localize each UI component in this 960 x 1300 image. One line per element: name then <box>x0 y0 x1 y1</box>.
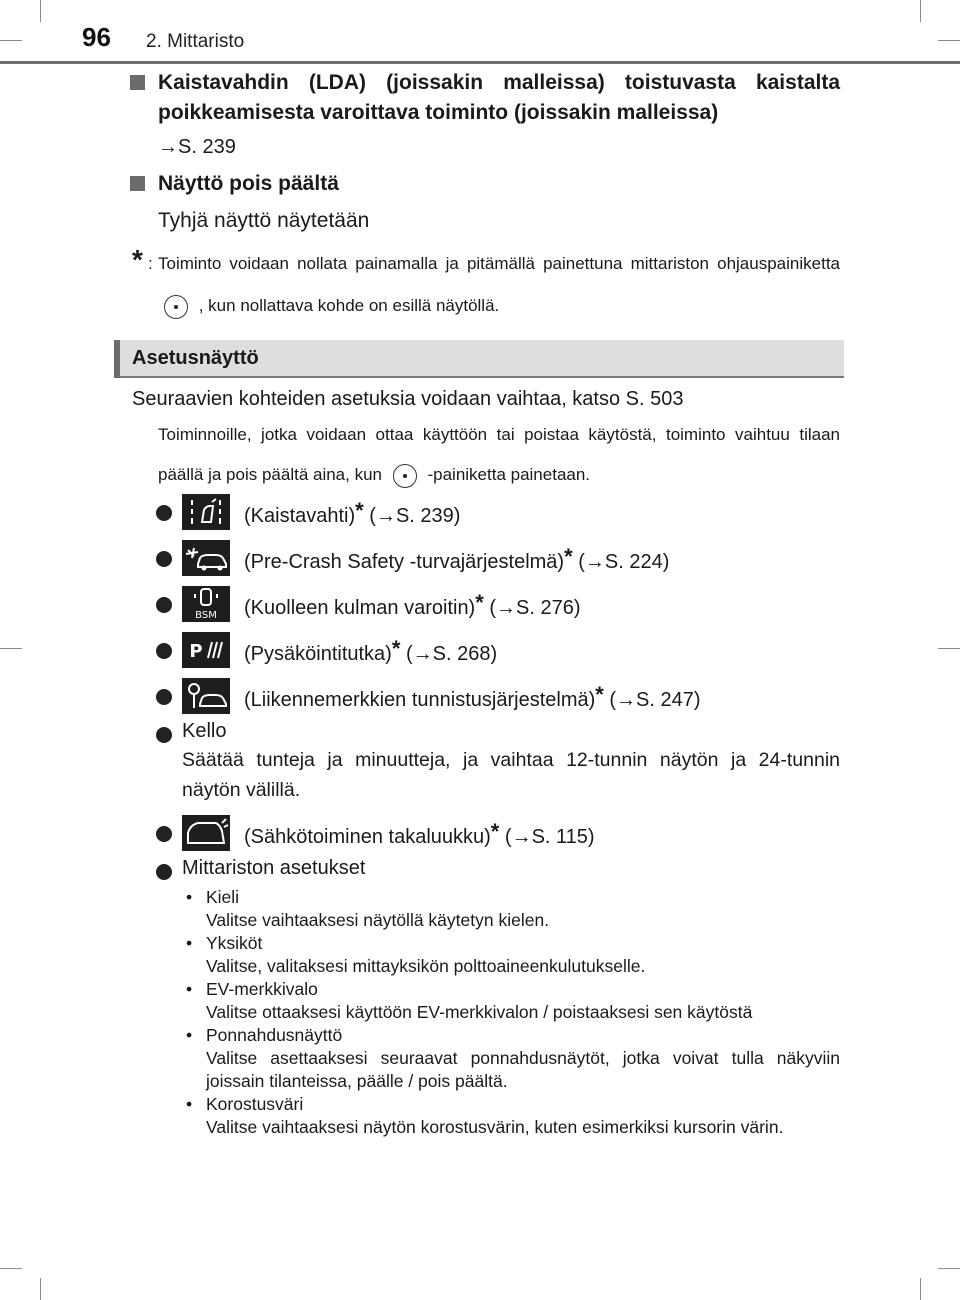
sub-item-desc: Valitse asettaaksesi seuraavat ponnahdusnäytöt, jotka voivat tulla näkyviin joissain tilanteissa, päälle / pois päältä. <box>206 1048 840 1091</box>
item-ref: (→S. 115) <box>504 826 595 848</box>
asterisk: * <box>490 819 500 844</box>
bsm-icon <box>182 586 230 622</box>
meter-control-button-icon <box>393 464 417 488</box>
meter-settings-sublist <box>182 886 840 1139</box>
list-item <box>156 811 840 857</box>
asterisk: * <box>475 590 484 615</box>
power-tailgate-icon <box>182 815 230 851</box>
clock-description: Säätää tunteja ja minuutteja, ja vaihtaa 12-tunnin näytön ja 24-tunnin näytön välillä. <box>182 749 840 801</box>
header-rule <box>0 61 960 64</box>
sub-bullet: • <box>186 979 193 999</box>
section-marker <box>114 340 120 378</box>
display-off-text: Tyhjä näyttö näytetään <box>158 209 370 232</box>
bullet-icon <box>156 826 172 842</box>
sub-bullet: • <box>186 1094 193 1114</box>
crop-mark <box>40 1278 41 1300</box>
sub-bullet: • <box>186 887 193 907</box>
intro-note <box>132 415 840 495</box>
chapter-title: 2. Mittaristo <box>146 31 245 52</box>
asterisk: * <box>355 498 364 523</box>
list-item-clock <box>156 720 840 805</box>
meter-settings-title: Mittariston asetukset <box>182 857 366 879</box>
sub-item <box>182 1024 840 1093</box>
sub-item-title: EV-merkkivalo <box>206 979 318 999</box>
sub-item <box>182 978 840 1024</box>
item-ref: (→S. 276) <box>489 597 581 619</box>
crop-mark <box>0 648 22 649</box>
bullet-icon <box>156 727 172 743</box>
bullet-icon <box>156 689 172 705</box>
item-label: (Liikennemerkkien tunnistusjärjestelmä) <box>244 689 596 711</box>
sub-item <box>182 886 840 932</box>
item-label: (Pre-Crash Safety -turvajärjestelmä) <box>244 551 565 573</box>
asterisk: * <box>595 682 604 707</box>
sub-item-desc: Valitse vaihtaaksesi näytöllä käytetyn kielen. <box>206 910 550 930</box>
sub-item-desc: Valitse ottaaksesi käyttöön EV-merkkivalon / poistaaksesi sen käytöstä <box>206 1002 753 1022</box>
bullet-icon <box>156 505 172 521</box>
bullet-icon <box>156 597 172 613</box>
intro-text: Seuraavien kohteiden asetuksia voidaan vaihtaa, katso S. 503 <box>132 388 684 410</box>
footnote-text-1: Toiminto voidaan nollata painamalla ja pitämällä painettuna mittariston ohjauspainiketta <box>158 254 840 273</box>
top-content <box>128 68 840 327</box>
list-item <box>156 628 840 674</box>
sub-item-desc: Valitse vaihtaaksesi näytön korostusvärin, kuten esimerkiksi kursorin värin. <box>206 1117 784 1137</box>
intro-note-text-1: Toiminnoille, jotka voidaan ottaa käyttöön tai poistaa käytöstä, toiminto vaihtuu tilaan päällä ja pois päältä aina, kun <box>158 425 840 484</box>
asterisk: * <box>564 544 573 569</box>
sub-item-title: Yksiköt <box>206 933 263 953</box>
item-label: (Kuolleen kulman varoitin) <box>244 597 476 619</box>
footnote-text-2: , kun nollattava kohde on esillä näytöllä. <box>198 296 500 315</box>
item-ref: (→S. 224) <box>578 551 670 573</box>
crop-mark <box>938 648 960 649</box>
crop-mark <box>0 1268 22 1269</box>
bsm-icon-text: BSM <box>195 610 217 621</box>
section-header <box>114 340 844 378</box>
bullet-icon <box>156 643 172 659</box>
lane-assist-icon <box>182 494 230 530</box>
intro-note-text-2: -painiketta painetaan. <box>427 465 591 484</box>
crop-mark <box>920 1278 921 1300</box>
list-item-meter-settings <box>156 857 840 880</box>
page-number: 96 <box>82 22 111 52</box>
page-header <box>0 0 960 64</box>
square-bullet-icon <box>130 75 145 90</box>
item-label: (Pysäköintitutka) <box>244 643 392 665</box>
settings-list <box>156 490 840 1139</box>
bullet-icon <box>156 551 172 567</box>
list-item <box>156 582 840 628</box>
item-label: (Kaistavahti) <box>244 505 356 527</box>
heading-lda-ref: →S. 239 <box>158 136 236 158</box>
item-ref: (→S. 268) <box>405 643 498 665</box>
list-item <box>156 674 840 720</box>
parking-sensor-icon <box>182 632 230 668</box>
square-bullet-icon <box>130 176 145 191</box>
list-item <box>156 490 840 536</box>
heading-lda <box>128 68 840 128</box>
sub-item-title: Korostusväri <box>206 1094 304 1114</box>
item-label: (Sähkötoiminen takaluukku) <box>244 826 491 848</box>
heading-display-off <box>128 169 840 199</box>
parking-icon-text: P <box>189 641 203 662</box>
meter-control-button-icon <box>164 295 188 319</box>
section-title: Asetusnäyttö <box>132 347 259 369</box>
section-intro <box>132 388 840 495</box>
list-item <box>156 536 840 582</box>
sub-item-desc: Valitse, valitaksesi mittayksikön polttoaineenkulutukselle. <box>206 956 646 976</box>
sub-bullet: • <box>186 1025 193 1045</box>
crop-mark <box>938 1268 960 1269</box>
pre-crash-icon <box>182 540 230 576</box>
sub-item-title: Kieli <box>206 887 240 907</box>
item-ref: (→S. 247) <box>609 689 701 711</box>
item-ref: (→S. 239) <box>369 505 461 527</box>
sub-item <box>182 932 840 978</box>
road-sign-assist-icon <box>182 678 230 714</box>
footnote <box>128 243 840 327</box>
footnote-star: * <box>132 244 143 275</box>
heading-lda-text: Kaistavahdin (LDA) (joissakin malleissa) toistuvasta kaistalta poikkeamisesta varoittava toiminto (joissakin malleissa) <box>158 71 840 124</box>
sub-item-title: Ponnahdusnäyttö <box>206 1025 343 1045</box>
sub-item <box>182 1093 840 1139</box>
clock-title: Kello <box>182 720 227 742</box>
heading-display-off-text: Näyttö pois päältä <box>158 172 339 195</box>
asterisk: * <box>391 636 401 661</box>
bullet-icon <box>156 864 172 880</box>
sub-bullet: • <box>186 933 193 953</box>
footnote-colon: : <box>148 254 153 273</box>
